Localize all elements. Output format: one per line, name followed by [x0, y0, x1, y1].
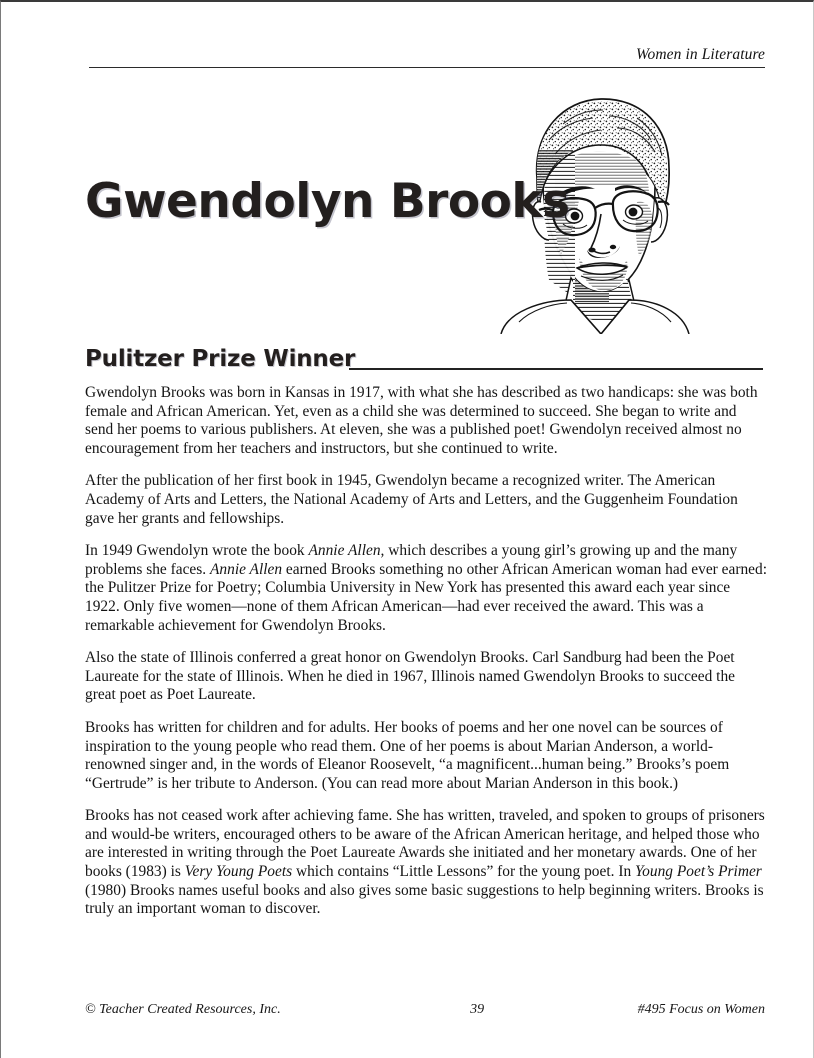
italic-title-run: Annie Allen, [308, 542, 385, 560]
italic-title-run: Annie Allen [210, 560, 283, 578]
footer-page-number: 39 [470, 1002, 485, 1017]
body-paragraph [85, 719, 767, 793]
italic-title-run: Very Young Poets [184, 863, 293, 881]
section-heading-label: Pulitzer Prize Winner [85, 346, 356, 372]
body-paragraph [85, 472, 767, 528]
article-body [85, 384, 767, 919]
body-paragraph [85, 384, 767, 458]
section-heading [85, 342, 763, 372]
text-run: After the publication of her first book in 1945, Gwendolyn became a recognized writer. The American Academy of Arts and Letters, the National Academy of Arts and Letters, and the Guggenheim Foundation gave her grants and fellowships. [85, 472, 738, 527]
text-run: Gwendolyn Brooks was born in Kansas in 1917, with what she has described as two handicaps: she was both female and African American. Yet, even as a child she was determined to succeed. She began to write and send her poems to various publishers. At eleven, she was a published poet! Gwendolyn received almost no encouragement from her teachers and instructors, but she continued to write. [85, 384, 758, 457]
body-paragraph [85, 807, 767, 919]
text-run: (1980) Brooks names useful books and also gives some basic suggestions to help beginning writers. Brooks is truly an important woman to discover. [85, 881, 764, 918]
body-paragraph [85, 649, 767, 705]
footer-copyright: © Teacher Created Resources, Inc. [85, 1002, 281, 1017]
section-heading-rule [349, 368, 763, 370]
page-footer [85, 1002, 765, 1018]
text-run: In 1949 Gwendolyn wrote the book [85, 542, 309, 560]
text-run: Brooks has written for children and for adults. Her books of poems and her one novel can be sources of inspiration to the young people who read them. One of her poems is about Marian Anderson, a world-renowned singer and, in the words of Eleanor Roosevelt, “a magnificent...human being.” Brooks’s poem “Gertrude” is her tribute to Anderson. (You can read more about Marian Anderson in this book.) [85, 718, 730, 792]
text-run: Also the state of Illinois conferred a great honor on Gwendolyn Brooks. Carl Sandburg had been the Poet Laureate for the state of Illinois. When he died in 1967, Illinois named Gwendolyn Brooks to succeed the great poet as Poet Laureate. [85, 649, 735, 704]
text-run: which contains “Little Lessons” for the young poet. In [292, 863, 636, 881]
footer-publication: #495 Focus on Women [637, 1002, 765, 1017]
text-run: which describes a young girl’s growing up and the many problems she faces. [85, 542, 738, 578]
running-head [89, 40, 765, 68]
text-run: Brooks has not ceased work after achieving fame. She has written, traveled, and spoken to groups of prisoners and would-be writers, encouraged others to be aware of the African American heritage, and helped those who are interested in writing through the Poet Laureate Awards she initiated and her monetary awards. One of her books (1983) is [85, 807, 765, 881]
body-paragraph [85, 542, 767, 635]
header-rule [89, 67, 765, 68]
text-run: earned Brooks something no other African American woman had ever earned: the Pulitzer Prize for Poetry; Columbia University in New York has presented this award each year since 1922. Only five women—none of them African American—had ever received the award. This was a remarkable achievement for Gwendolyn Brooks. [85, 560, 768, 634]
running-head-label: Women in Literature [635, 46, 765, 63]
italic-title-run: Young Poet’s Primer [635, 863, 762, 881]
page-title: Gwendolyn Brooks [85, 174, 570, 230]
